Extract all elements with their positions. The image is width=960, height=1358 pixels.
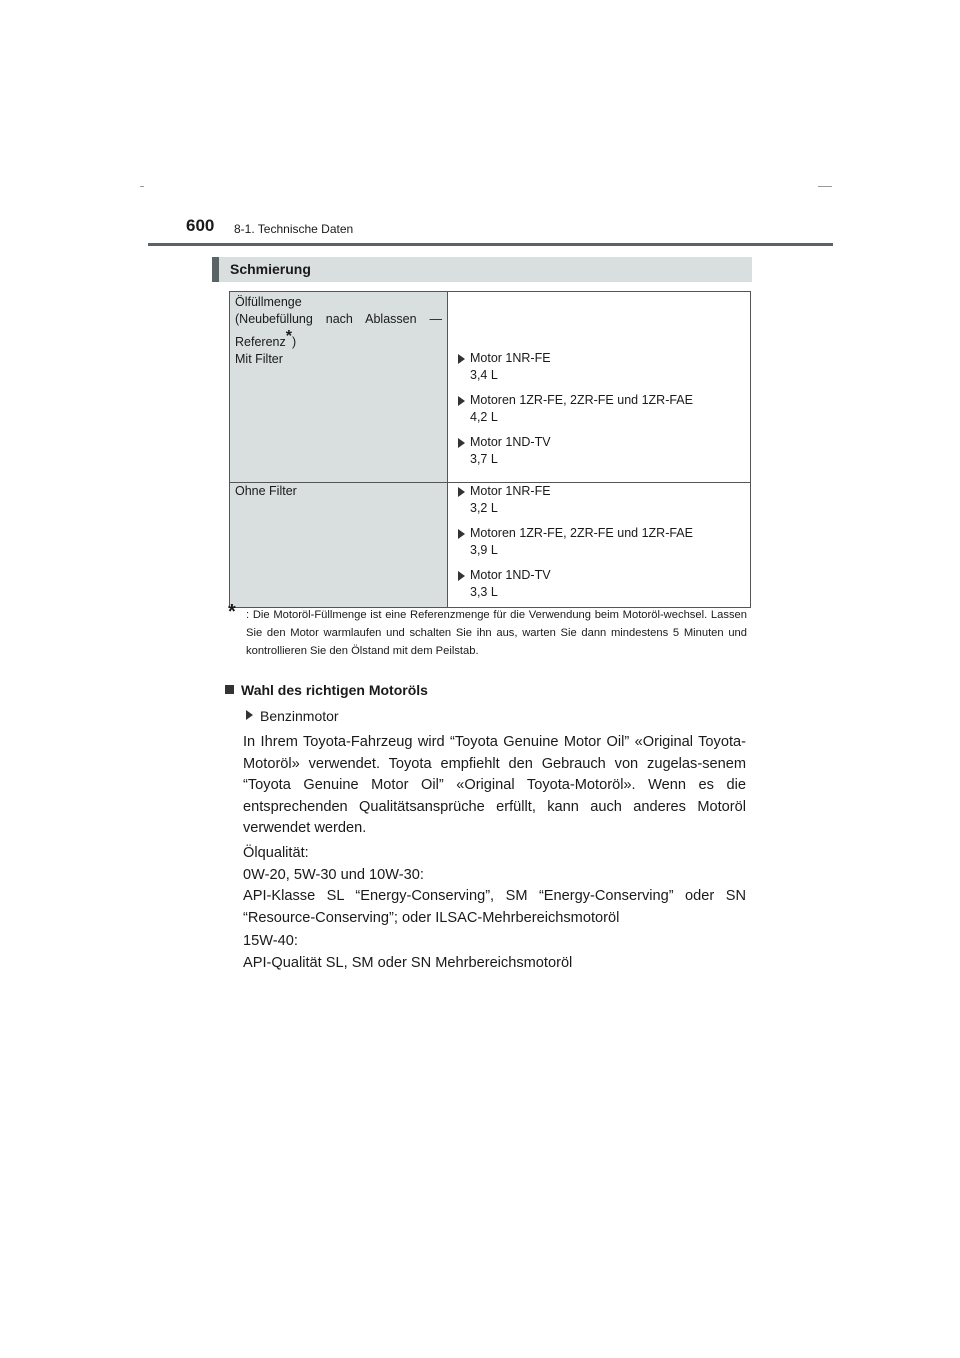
oil-quality-heading: Ölqualität: [243, 845, 309, 861]
triangle-bullet-icon [458, 529, 465, 539]
header-rule [148, 243, 833, 246]
engine-name: Motor 1ND-TV [470, 435, 551, 449]
table-cell-label [230, 483, 448, 608]
label-line: Ölfüllmenge [235, 295, 302, 309]
viscosity-grade: 15W-40: [243, 933, 298, 949]
engine-name: Motoren 1ZR-FE, 2ZR-FE und 1ZR-FAE [470, 393, 693, 407]
body-paragraph: In Ihrem Toyota-Fahrzeug wird “Toyota Genuine Motor Oil” «Original Toyota-Motoröl» verwendet. Toyota empfiehlt den Gebrauch von zugelas-senem “Toyota Genuine Motor Oil” «Original Toyota-Motoröl». Wenn es die entsprechenden Qualitätsansprüche erfüllt, kann auch anderes Motoröl verwendet werden. [243, 734, 746, 836]
oil-capacity: 3,9 L [470, 543, 498, 557]
label-text: Referenz [235, 335, 286, 350]
label-line: (Neubefüllung nach Ablassen — [235, 312, 442, 326]
subsection-heading [225, 682, 428, 698]
footnote-text: : Die Motoröl-Füllmenge ist eine Referenzmenge für die Verwendung beim Motoröl-wechsel. Lassen Sie den Motor warmlaufen und schalten Sie ihn aus, warten Sie dann mindestens 5 Minuten und kontrollieren Sie den Ölstand mit dem Peilstab. [246, 609, 747, 657]
list-item [448, 434, 750, 468]
lubrication-table [229, 291, 751, 608]
table-row [230, 483, 751, 608]
table-cell-values [448, 292, 751, 483]
list-item [448, 350, 750, 384]
crop-mark-left [140, 186, 144, 187]
subsection-title: Wahl des richtigen Motoröls [241, 682, 428, 698]
list-item [448, 525, 750, 559]
viscosity-grade: 0W-20, 5W-30 und 10W-30: [243, 866, 424, 883]
triangle-bullet-icon [458, 487, 465, 497]
table-row [230, 292, 751, 483]
reference-star: * [285, 328, 292, 345]
oil-quality-block-2 [243, 931, 746, 974]
table-cell-label [230, 292, 448, 483]
engine-name: Motor 1ND-TV [470, 568, 551, 582]
engine-type-bullet [246, 708, 339, 724]
oil-capacity: 3,2 L [470, 501, 498, 515]
oil-capacity: 3,4 L [470, 368, 498, 382]
triangle-bullet-icon [458, 571, 465, 581]
chapter-title: 8-1. Technische Daten [234, 222, 354, 236]
label-line: Mit Filter [235, 352, 283, 367]
triangle-bullet-icon [458, 438, 465, 448]
footnote-marker: * [228, 601, 236, 623]
viscosity-spec: API-Klasse SL “Energy-Conserving”, SM “Energy-Conserving” oder SN “Resource-Conserving”; oder ILSAC-Mehrbereichsmotoröl [243, 888, 746, 926]
page-number: 600 [186, 216, 215, 235]
engine-name: Motor 1NR-FE [470, 351, 551, 365]
oil-capacity: 3,7 L [470, 452, 498, 466]
section-title: Schmierung [230, 261, 311, 277]
triangle-bullet-icon [246, 710, 253, 720]
label-text: ) [291, 335, 297, 350]
viscosity-spec: API-Qualität SL, SM oder SN Mehrbereichsmotoröl [243, 954, 573, 971]
square-bullet-icon [225, 685, 234, 694]
triangle-bullet-icon [458, 354, 465, 364]
triangle-bullet-icon [458, 396, 465, 406]
label-line: Ohne Filter [235, 484, 297, 498]
label-line [235, 328, 442, 351]
table-cell-values [448, 483, 751, 608]
oil-capacity: 3,3 L [470, 585, 498, 599]
engine-type-label: Benzinmotor [260, 708, 339, 724]
section-bar [212, 257, 752, 282]
list-item [448, 392, 750, 426]
crop-mark-right [818, 186, 832, 187]
engine-name: Motoren 1ZR-FE, 2ZR-FE und 1ZR-FAE [470, 526, 693, 540]
oil-capacity: 4,2 L [470, 410, 498, 424]
list-item [448, 567, 750, 601]
list-item [448, 483, 750, 517]
engine-name: Motor 1NR-FE [470, 484, 551, 498]
footnote [228, 601, 747, 660]
oil-quality-block [243, 843, 746, 929]
